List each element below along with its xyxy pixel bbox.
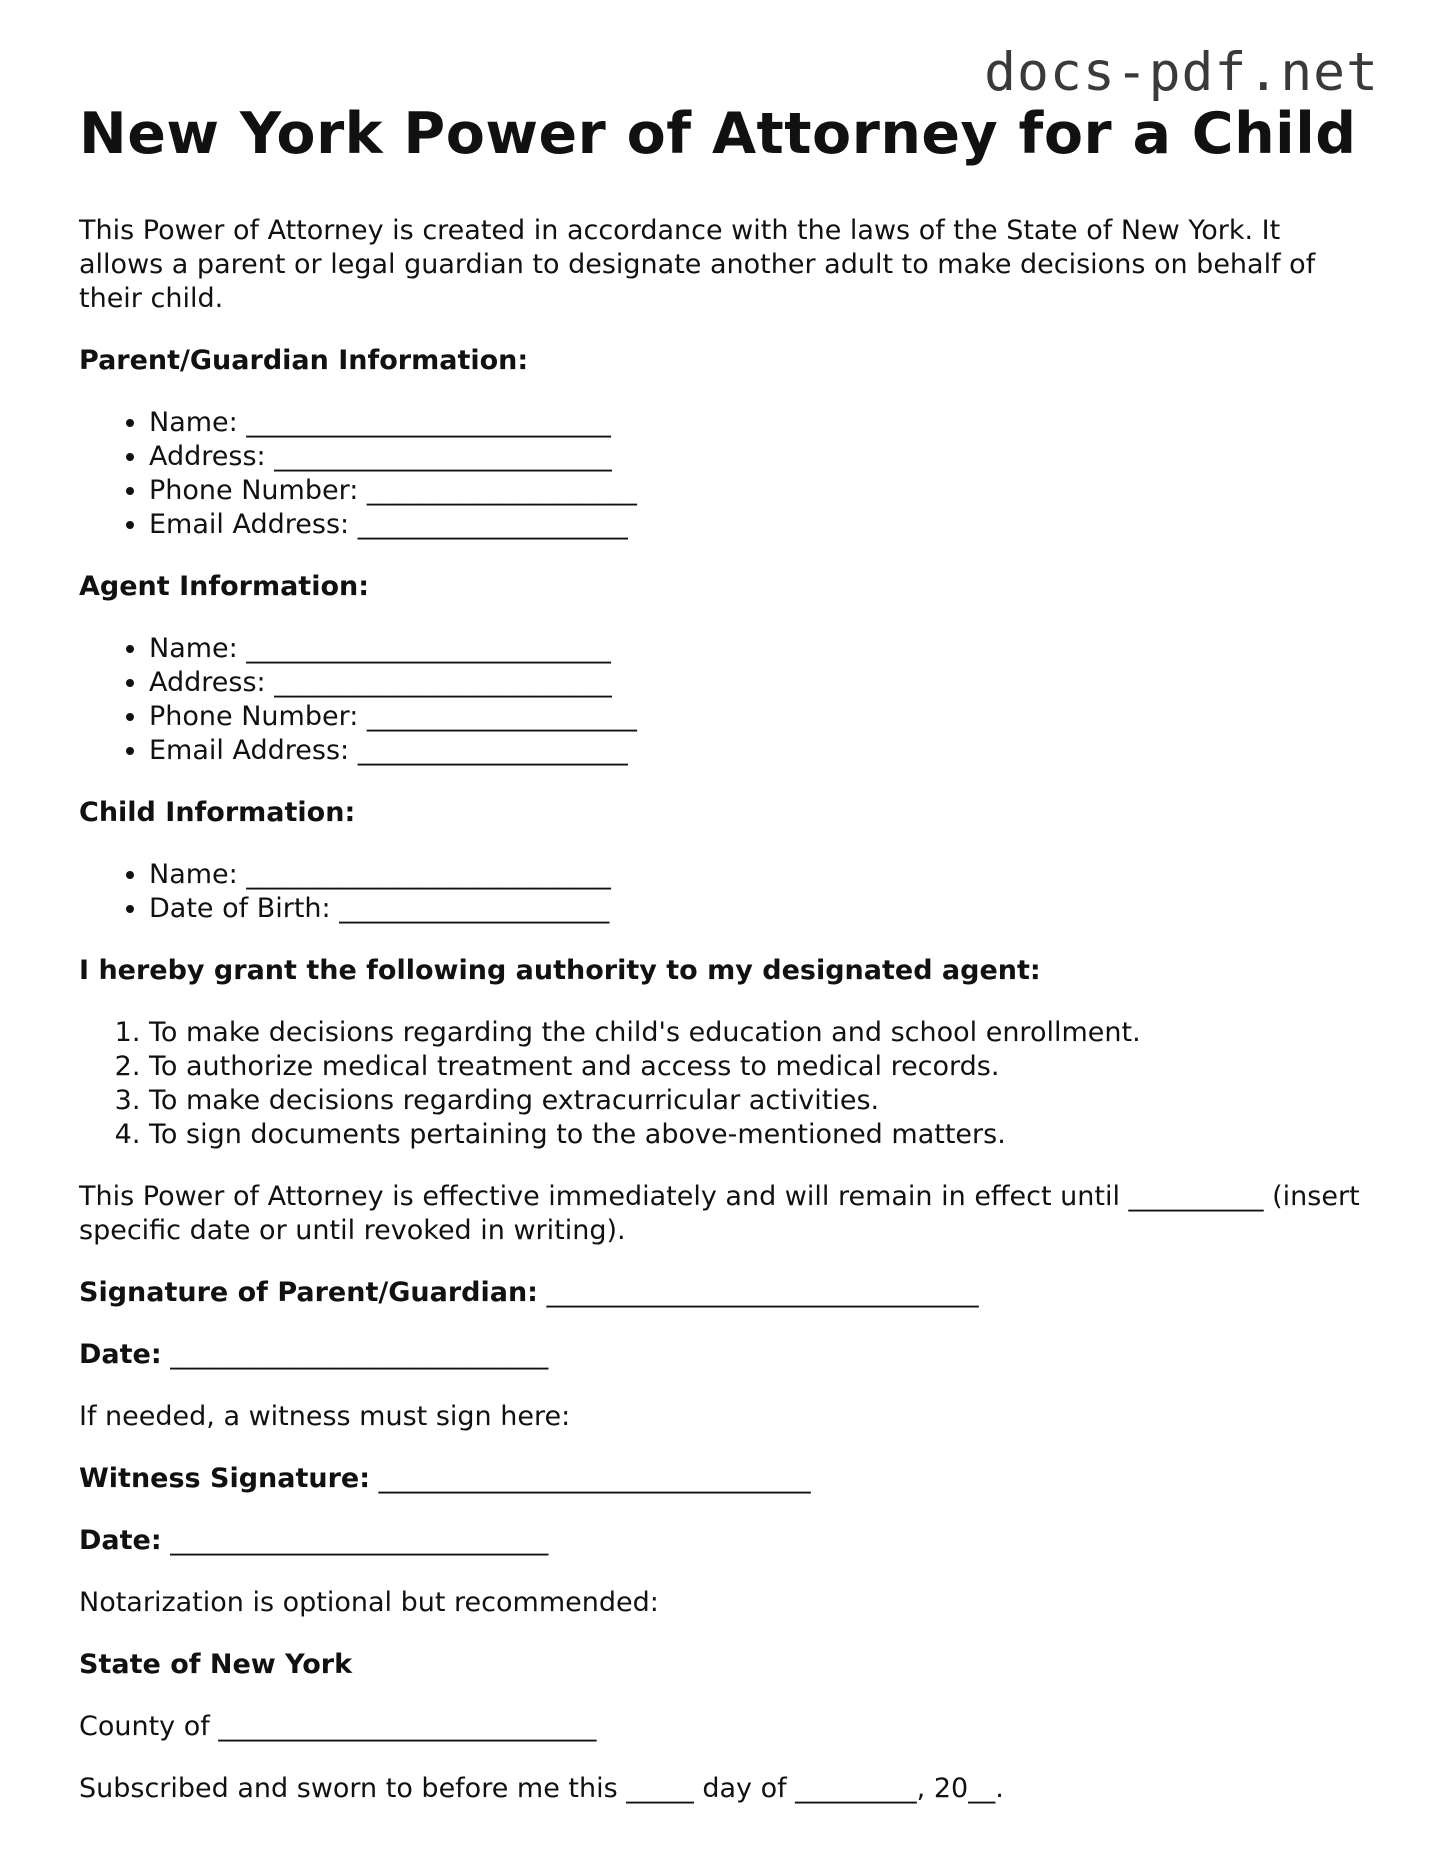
- parent-signature-blank: ________________________________: [546, 1277, 979, 1309]
- authority-section-heading: I hereby grant the following authority to my designated agent:: [79, 955, 1041, 987]
- parent-address-field: • Address: _________________________: [149, 440, 1379, 474]
- child-section-heading: Child Information:: [79, 797, 356, 829]
- authority-list: [79, 1016, 1379, 1152]
- witness-signature-line: [79, 1462, 1379, 1496]
- effective-paragraph: This Power of Attorney is effective immediately and will remain in effect until __________ (insert specific date or until revoked in writing).: [79, 1181, 1360, 1247]
- parent-section-heading: Parent/Guardian Information:: [79, 345, 529, 377]
- witness-date-blank: ____________________________: [170, 1525, 549, 1557]
- agent-phone-field: • Phone Number: ____________________: [149, 700, 1379, 734]
- child-name-field: • Name: ___________________________: [149, 858, 1379, 892]
- parent-phone-field: • Phone Number: ____________________: [149, 474, 1379, 508]
- document-page: [79, 100, 1379, 1834]
- parent-date-label: Date:: [79, 1339, 162, 1371]
- notary-note: Notarization is optional but recommended:: [79, 1587, 659, 1619]
- parent-signature-line: [79, 1276, 1379, 1310]
- witness-date-line: [79, 1524, 1379, 1558]
- parent-date-blank: ____________________________: [170, 1339, 549, 1371]
- sworn-line: Subscribed and sworn to before me this _____ day of _________, 20__.: [79, 1773, 1004, 1805]
- authority-item-education: 1. To make decisions regarding the child's education and school enrollment.: [149, 1016, 1379, 1050]
- authority-item-medical: 2. To authorize medical treatment and access to medical records.: [149, 1050, 1379, 1084]
- parent-email-field: • Email Address: ____________________: [149, 508, 1379, 542]
- witness-date-label: Date:: [79, 1525, 162, 1557]
- witness-note: If needed, a witness must sign here:: [79, 1401, 571, 1433]
- child-dob-field: • Date of Birth: ____________________: [149, 892, 1379, 926]
- child-fields-list: [79, 858, 1379, 926]
- state-heading: State of New York: [79, 1649, 353, 1681]
- agent-email-field: • Email Address: ____________________: [149, 734, 1379, 768]
- intro-paragraph: This Power of Attorney is created in accordance with the laws of the State of New York. It allows a parent or legal guardian to designate another adult to make decisions on behalf of their child.: [79, 215, 1316, 315]
- agent-name-field: • Name: ___________________________: [149, 632, 1379, 666]
- parent-signature-label: Signature of Parent/Guardian:: [79, 1277, 538, 1309]
- agent-fields-list: [79, 632, 1379, 768]
- witness-signature-blank: ________________________________: [378, 1463, 811, 1495]
- authority-item-documents: 4. To sign documents pertaining to the above-mentioned matters.: [149, 1118, 1379, 1152]
- agent-address-field: • Address: _________________________: [149, 666, 1379, 700]
- witness-signature-label: Witness Signature:: [79, 1463, 371, 1495]
- authority-item-extracurricular: 3. To make decisions regarding extracurricular activities.: [149, 1084, 1379, 1118]
- agent-section-heading: Agent Information:: [79, 571, 370, 603]
- parent-fields-list: [79, 406, 1379, 542]
- watermark: docs-pdf.net: [984, 42, 1379, 103]
- county-line: County of ____________________________: [79, 1711, 597, 1743]
- parent-date-line: [79, 1338, 1379, 1372]
- document-title: New York Power of Attorney for a Child: [79, 101, 1357, 167]
- parent-name-field: • Name: ___________________________: [149, 406, 1379, 440]
